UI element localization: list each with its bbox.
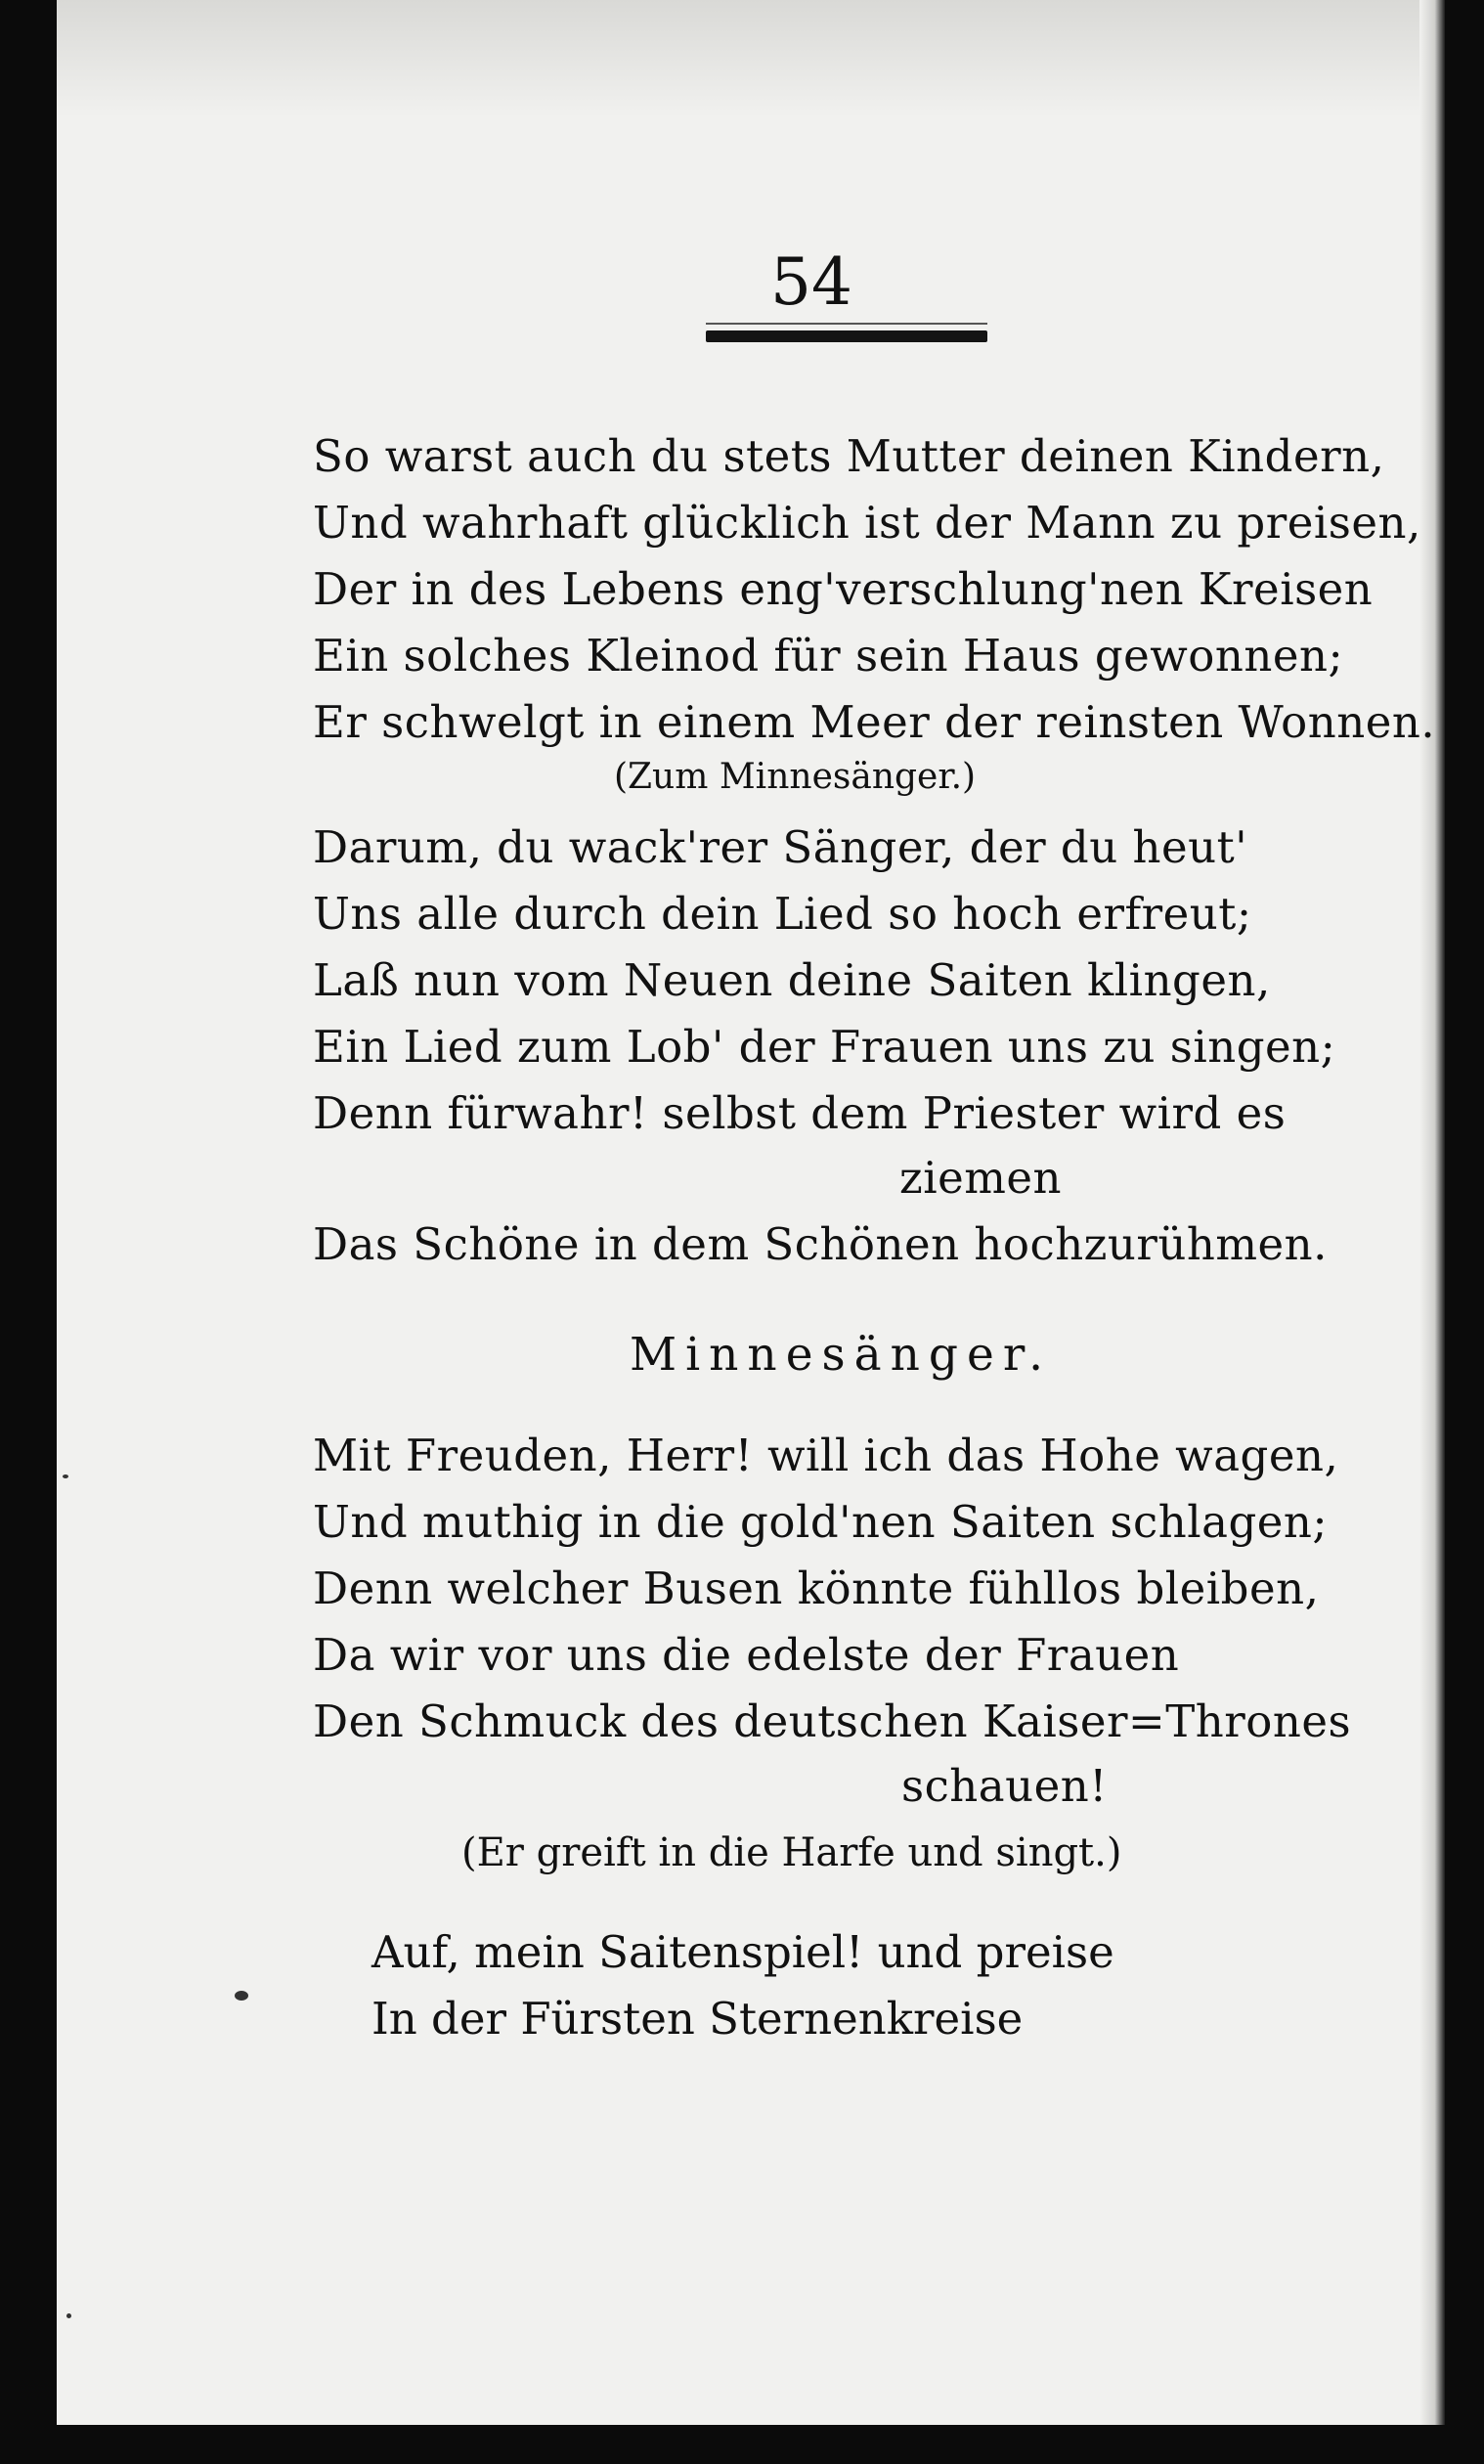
page-edge-binding	[1419, 0, 1445, 2425]
song-line: Auf, mein Saitenspiel! und preise	[371, 1926, 1114, 1978]
verse-line: Denn fürwahr! selbst dem Priester wird es	[313, 1087, 1287, 1139]
verse-line: Und wahrhaft glücklich ist der Mann zu preisen,	[313, 497, 1421, 549]
page-number: 54	[770, 244, 852, 320]
header-rule-thin	[706, 323, 987, 325]
verse-line-continuation: ziemen	[899, 1152, 1063, 1204]
stage-direction: (Zum Minnesänger.)	[614, 757, 977, 797]
paper-speck	[235, 1991, 248, 2001]
verse-line: Das Schöne in dem Schönen hochzurühmen.	[313, 1218, 1328, 1270]
song-line: In der Fürsten Sternenkreise	[371, 1993, 1024, 2045]
paper-speck	[63, 1474, 68, 1478]
verse-line: Darum, du wack'rer Sänger, der du heut'	[313, 821, 1248, 873]
verse-line: Ein solches Kleinod für sein Haus gewonnen;	[313, 630, 1344, 682]
verse-line: Er schwelgt in einem Meer der reinsten Wonnen.	[313, 696, 1436, 748]
speaker-heading: Minnesänger.	[630, 1328, 1053, 1382]
verse-line: Laß nun vom Neuen deine Saiten klingen,	[313, 954, 1271, 1006]
book-page	[57, 0, 1445, 2425]
verse-line: Der in des Lebens eng'verschlung'nen Kreisen	[313, 563, 1374, 615]
verse-line: Denn welcher Busen könnte fühllos bleiben,	[313, 1562, 1320, 1614]
paper-speck	[66, 2313, 71, 2318]
verse-line-continuation: schauen!	[901, 1760, 1108, 1812]
verse-line: Uns alle durch dein Lied so hoch erfreut;	[313, 888, 1252, 940]
page-top-shadow	[57, 0, 1445, 117]
verse-line: Da wir vor uns die edelste der Frauen	[313, 1629, 1180, 1681]
stage-direction: (Er greift in die Harfe und singt.)	[461, 1830, 1122, 1875]
verse-line: Ein Lied zum Lob' der Frauen uns zu singen;	[313, 1021, 1336, 1073]
verse-line: Den Schmuck des deutschen Kaiser=Thrones	[313, 1695, 1352, 1747]
verse-line: Mit Freuden, Herr! will ich das Hohe wagen,	[313, 1430, 1339, 1481]
verse-line: Und muthig in die gold'nen Saiten schlagen;	[313, 1496, 1329, 1548]
header-rule	[706, 330, 987, 342]
verse-line: So warst auch du stets Mutter deinen Kindern,	[313, 430, 1385, 482]
